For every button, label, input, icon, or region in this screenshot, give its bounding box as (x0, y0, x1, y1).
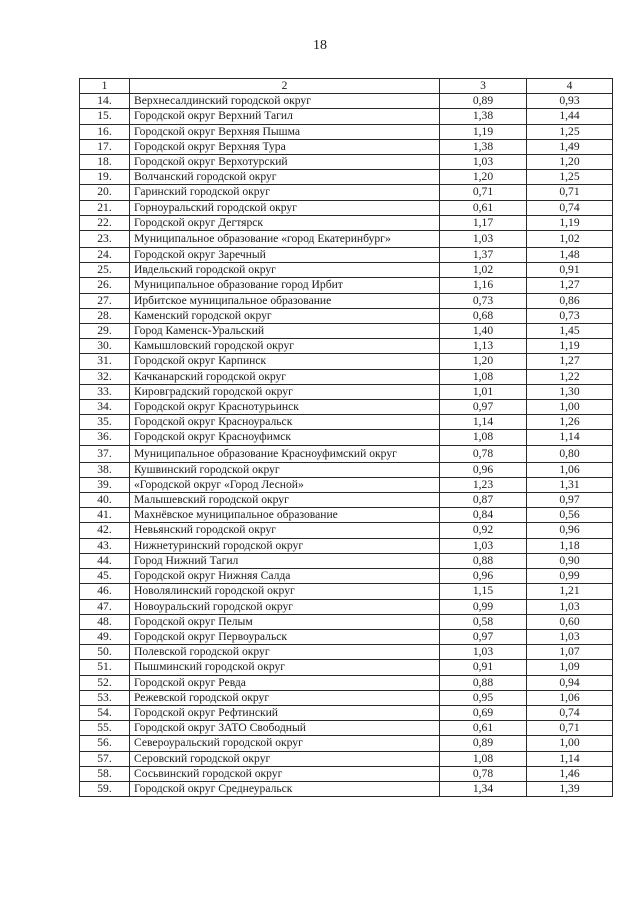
value-col4-cell: 1,00 (527, 736, 613, 751)
municipality-name-cell: Муниципальное образование «город Екатеринбург» (130, 231, 440, 248)
value-col4-cell: 1,19 (527, 215, 613, 230)
row-number-cell: 24. (80, 248, 130, 263)
row-number-cell: 27. (80, 293, 130, 308)
row-number-cell: 22. (80, 215, 130, 230)
municipality-name-cell: Город Каменск-Уральский (130, 324, 440, 339)
value-col3-cell: 1,20 (440, 354, 527, 369)
value-col3-cell: 0,97 (440, 400, 527, 415)
value-col3-cell: 1,38 (440, 139, 527, 154)
table-row (80, 523, 613, 538)
row-number-cell: 54. (80, 705, 130, 720)
table-row (80, 109, 613, 124)
municipality-name-cell: Серовский городской округ (130, 751, 440, 766)
municipality-name-cell: Североуральский городской округ (130, 736, 440, 751)
municipality-name-cell: Ивдельский городской округ (130, 263, 440, 278)
municipality-name-cell: Полевской городской округ (130, 645, 440, 660)
value-col4-cell: 1,14 (527, 430, 613, 445)
table-row (80, 415, 613, 430)
value-col4-cell: 1,06 (527, 690, 613, 705)
value-col4-cell: 0,73 (527, 308, 613, 323)
value-col4-cell: 0,90 (527, 553, 613, 568)
value-col3-cell: 0,61 (440, 200, 527, 215)
municipality-name-cell: Муниципальное образование Красноуфимский округ (130, 445, 440, 462)
municipality-name-cell: Малышевский городской округ (130, 493, 440, 508)
row-number-cell: 14. (80, 94, 130, 109)
page-number: 18 (313, 38, 327, 53)
value-col3-cell: 0,97 (440, 629, 527, 644)
value-col4-cell: 0,91 (527, 263, 613, 278)
table-row (80, 766, 613, 781)
table-row (80, 400, 613, 415)
table-row (80, 185, 613, 200)
municipality-name-cell: Волчанский городской округ (130, 170, 440, 185)
row-number-cell: 36. (80, 430, 130, 445)
value-col4-cell: 1,07 (527, 645, 613, 660)
value-col3-cell: 1,23 (440, 477, 527, 492)
table-row (80, 231, 613, 248)
value-col3-cell: 1,01 (440, 384, 527, 399)
table-row (80, 369, 613, 384)
value-col3-cell: 1,02 (440, 263, 527, 278)
row-number-cell: 30. (80, 339, 130, 354)
row-number-cell: 41. (80, 508, 130, 523)
value-col4-cell: 0,60 (527, 614, 613, 629)
table-row (80, 124, 613, 139)
value-col3-cell: 0,71 (440, 185, 527, 200)
row-number-cell: 31. (80, 354, 130, 369)
value-col4-cell: 1,19 (527, 339, 613, 354)
value-col3-cell: 1,03 (440, 155, 527, 170)
value-col3-cell: 0,96 (440, 569, 527, 584)
table-row (80, 293, 613, 308)
row-number-cell: 46. (80, 584, 130, 599)
municipality-name-cell: Городской округ Дегтярск (130, 215, 440, 230)
municipality-name-cell: Махнёвское муниципальное образование (130, 508, 440, 523)
municipality-name-cell: Каменский городской округ (130, 308, 440, 323)
value-col4-cell: 1,39 (527, 781, 613, 796)
table-row (80, 445, 613, 462)
value-col4-cell: 0,94 (527, 675, 613, 690)
table-row (80, 462, 613, 477)
municipality-name-cell: Новоуральский городской округ (130, 599, 440, 614)
value-col4-cell: 1,21 (527, 584, 613, 599)
value-col3-cell: 1,13 (440, 339, 527, 354)
value-col3-cell: 1,37 (440, 248, 527, 263)
row-number-cell: 20. (80, 185, 130, 200)
value-col3-cell: 1,08 (440, 751, 527, 766)
value-col4-cell: 1,49 (527, 139, 613, 154)
table-row (80, 675, 613, 690)
municipality-name-cell: Пышминский городской округ (130, 660, 440, 675)
value-col3-cell: 1,20 (440, 170, 527, 185)
municipality-name-cell: Город Нижний Тагил (130, 553, 440, 568)
row-number-cell: 21. (80, 200, 130, 215)
row-number-cell: 40. (80, 493, 130, 508)
municipality-name-cell: Верхнесалдинский городской округ (130, 94, 440, 109)
municipality-name-cell: Нижнетуринский городской округ (130, 538, 440, 553)
row-number-cell: 18. (80, 155, 130, 170)
row-number-cell: 17. (80, 139, 130, 154)
municipality-name-cell: Городской округ Рефтинский (130, 705, 440, 720)
municipality-name-cell: Невьянский городской округ (130, 523, 440, 538)
municipality-name-cell: Режевской городской округ (130, 690, 440, 705)
table-row (80, 553, 613, 568)
row-number-cell: 59. (80, 781, 130, 796)
municipality-name-cell: Городской округ Пелым (130, 614, 440, 629)
municipality-name-cell: Качканарский городской округ (130, 369, 440, 384)
table-row (80, 339, 613, 354)
table-row (80, 538, 613, 553)
table-row (80, 263, 613, 278)
row-number-cell: 23. (80, 231, 130, 248)
row-number-cell: 52. (80, 675, 130, 690)
table-row (80, 248, 613, 263)
value-col3-cell: 1,15 (440, 584, 527, 599)
municipality-name-cell: Городской округ Среднеуральск (130, 781, 440, 796)
value-col4-cell: 0,96 (527, 523, 613, 538)
table-row (80, 477, 613, 492)
municipality-name-cell: Городской округ Ревда (130, 675, 440, 690)
row-number-cell: 19. (80, 170, 130, 185)
value-col4-cell: 1,06 (527, 462, 613, 477)
value-col4-cell: 1,31 (527, 477, 613, 492)
table-row (80, 200, 613, 215)
municipality-name-cell: Кушвинский городской округ (130, 462, 440, 477)
table-row (80, 705, 613, 720)
row-number-cell: 45. (80, 569, 130, 584)
value-col4-cell: 0,97 (527, 493, 613, 508)
value-col4-cell: 0,86 (527, 293, 613, 308)
row-number-cell: 49. (80, 629, 130, 644)
row-number-cell: 15. (80, 109, 130, 124)
table-row (80, 660, 613, 675)
value-col4-cell: 1,30 (527, 384, 613, 399)
column-header-number: 1 (80, 79, 130, 94)
value-col3-cell: 1,16 (440, 278, 527, 293)
row-number-cell: 35. (80, 415, 130, 430)
table-row (80, 751, 613, 766)
value-col3-cell: 1,34 (440, 781, 527, 796)
municipality-name-cell: Городской округ Краснотурьинск (130, 400, 440, 415)
value-col3-cell: 1,03 (440, 538, 527, 553)
column-header-name: 2 (130, 79, 440, 94)
value-col3-cell: 1,17 (440, 215, 527, 230)
value-col3-cell: 0,88 (440, 675, 527, 690)
row-number-cell: 56. (80, 736, 130, 751)
column-header-value-2: 4 (527, 79, 613, 94)
row-number-cell: 42. (80, 523, 130, 538)
municipality-name-cell: Городской округ Верхотурский (130, 155, 440, 170)
table-row (80, 139, 613, 154)
value-col3-cell: 0,96 (440, 462, 527, 477)
value-col4-cell: 1,18 (527, 538, 613, 553)
table-row (80, 569, 613, 584)
value-col4-cell: 0,74 (527, 200, 613, 215)
value-col3-cell: 0,89 (440, 736, 527, 751)
value-col4-cell: 1,03 (527, 599, 613, 614)
municipality-name-cell: «Городской округ «Город Лесной» (130, 477, 440, 492)
municipality-name-cell: Городской округ Красноуральск (130, 415, 440, 430)
column-header-value-1: 3 (440, 79, 527, 94)
municipality-name-cell: Городской округ Верхняя Пышма (130, 124, 440, 139)
table-row (80, 781, 613, 796)
value-col3-cell: 0,92 (440, 523, 527, 538)
table-row (80, 155, 613, 170)
value-col4-cell: 1,27 (527, 278, 613, 293)
municipality-name-cell: Городской округ Красноуфимск (130, 430, 440, 445)
municipality-name-cell: Гаринский городской округ (130, 185, 440, 200)
table-row (80, 690, 613, 705)
table-row (80, 645, 613, 660)
row-number-cell: 55. (80, 721, 130, 736)
row-number-cell: 43. (80, 538, 130, 553)
value-col4-cell: 0,99 (527, 569, 613, 584)
value-col3-cell: 0,73 (440, 293, 527, 308)
municipality-name-cell: Городской округ Первоуральск (130, 629, 440, 644)
row-number-cell: 44. (80, 553, 130, 568)
value-col3-cell: 1,38 (440, 109, 527, 124)
value-col3-cell: 1,08 (440, 430, 527, 445)
value-col4-cell: 1,46 (527, 766, 613, 781)
row-number-cell: 47. (80, 599, 130, 614)
municipality-name-cell: Кировградский городской округ (130, 384, 440, 399)
table-row (80, 324, 613, 339)
table-row (80, 354, 613, 369)
value-col3-cell: 1,03 (440, 645, 527, 660)
value-col4-cell: 0,80 (527, 445, 613, 462)
row-number-cell: 25. (80, 263, 130, 278)
municipality-name-cell: Городской округ Нижняя Салда (130, 569, 440, 584)
row-number-cell: 39. (80, 477, 130, 492)
value-col4-cell: 1,14 (527, 751, 613, 766)
value-col4-cell: 1,27 (527, 354, 613, 369)
indicator-table (79, 78, 613, 797)
value-col4-cell: 1,09 (527, 660, 613, 675)
value-col3-cell: 0,87 (440, 493, 527, 508)
table-row (80, 94, 613, 109)
table-row (80, 308, 613, 323)
table-row (80, 584, 613, 599)
value-col4-cell: 0,93 (527, 94, 613, 109)
value-col3-cell: 0,61 (440, 721, 527, 736)
value-col3-cell: 0,58 (440, 614, 527, 629)
table-row (80, 278, 613, 293)
value-col3-cell: 0,69 (440, 705, 527, 720)
value-col3-cell: 0,89 (440, 94, 527, 109)
row-number-cell: 53. (80, 690, 130, 705)
table-row (80, 508, 613, 523)
value-col3-cell: 0,91 (440, 660, 527, 675)
table-header-row (80, 79, 613, 94)
row-number-cell: 51. (80, 660, 130, 675)
row-number-cell: 50. (80, 645, 130, 660)
value-col3-cell: 0,88 (440, 553, 527, 568)
value-col4-cell: 1,26 (527, 415, 613, 430)
value-col4-cell: 0,71 (527, 185, 613, 200)
municipality-name-cell: Горноуральский городской округ (130, 200, 440, 215)
value-col3-cell: 1,08 (440, 369, 527, 384)
value-col4-cell: 1,22 (527, 369, 613, 384)
table-row (80, 493, 613, 508)
value-col3-cell: 1,14 (440, 415, 527, 430)
value-col4-cell: 0,71 (527, 721, 613, 736)
table-row (80, 614, 613, 629)
value-col4-cell: 1,03 (527, 629, 613, 644)
value-col4-cell: 1,45 (527, 324, 613, 339)
value-col3-cell: 0,84 (440, 508, 527, 523)
value-col4-cell: 1,00 (527, 400, 613, 415)
municipality-name-cell: Городской округ Верхняя Тура (130, 139, 440, 154)
table-row (80, 736, 613, 751)
row-number-cell: 57. (80, 751, 130, 766)
municipality-name-cell: Городской округ Карпинск (130, 354, 440, 369)
value-col3-cell: 0,78 (440, 766, 527, 781)
table-row (80, 599, 613, 614)
value-col4-cell: 1,25 (527, 170, 613, 185)
row-number-cell: 32. (80, 369, 130, 384)
value-col4-cell: 0,56 (527, 508, 613, 523)
table-row (80, 430, 613, 445)
value-col4-cell: 1,44 (527, 109, 613, 124)
row-number-cell: 29. (80, 324, 130, 339)
value-col4-cell: 1,48 (527, 248, 613, 263)
value-col3-cell: 0,99 (440, 599, 527, 614)
value-col3-cell: 0,68 (440, 308, 527, 323)
value-col3-cell: 1,19 (440, 124, 527, 139)
table-body (80, 94, 613, 797)
municipality-name-cell: Городской округ ЗАТО Свободный (130, 721, 440, 736)
value-col4-cell: 1,20 (527, 155, 613, 170)
table-row (80, 215, 613, 230)
municipality-name-cell: Сосьвинский городской округ (130, 766, 440, 781)
table-row (80, 384, 613, 399)
value-col3-cell: 0,95 (440, 690, 527, 705)
municipality-name-cell: Новолялинский городской округ (130, 584, 440, 599)
value-col3-cell: 1,03 (440, 231, 527, 248)
municipality-name-cell: Камышловский городской округ (130, 339, 440, 354)
row-number-cell: 16. (80, 124, 130, 139)
municipality-name-cell: Ирбитское муниципальное образование (130, 293, 440, 308)
value-col4-cell: 1,02 (527, 231, 613, 248)
row-number-cell: 34. (80, 400, 130, 415)
row-number-cell: 33. (80, 384, 130, 399)
row-number-cell: 37. (80, 445, 130, 462)
table-row (80, 721, 613, 736)
row-number-cell: 26. (80, 278, 130, 293)
value-col4-cell: 0,74 (527, 705, 613, 720)
municipality-name-cell: Городской округ Заречный (130, 248, 440, 263)
row-number-cell: 28. (80, 308, 130, 323)
table-row (80, 629, 613, 644)
value-col4-cell: 1,25 (527, 124, 613, 139)
table-row (80, 170, 613, 185)
municipality-name-cell: Городской округ Верхний Тагил (130, 109, 440, 124)
row-number-cell: 58. (80, 766, 130, 781)
value-col3-cell: 0,78 (440, 445, 527, 462)
value-col3-cell: 1,40 (440, 324, 527, 339)
row-number-cell: 38. (80, 462, 130, 477)
municipality-name-cell: Муниципальное образование город Ирбит (130, 278, 440, 293)
row-number-cell: 48. (80, 614, 130, 629)
